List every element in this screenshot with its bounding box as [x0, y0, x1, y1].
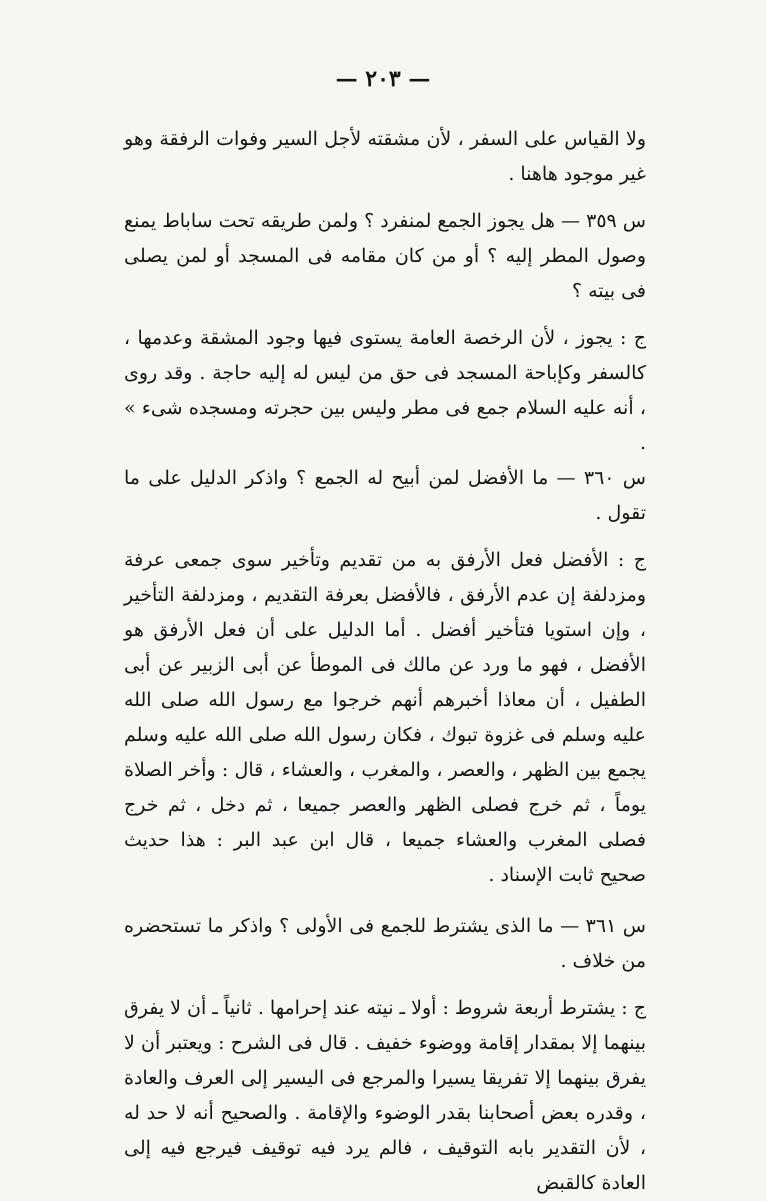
- page-number: — ٢٠٣ —: [335, 66, 431, 92]
- answer-359: ج : يجوز ، لأن الرخصة العامة يستوى فيها وجود المشقة وعدمها ، كالسفر وكإباحة المسجد فى حق من ليس له إليه حاجة . وقد روى ، أنه عليه السلام جمع فى مطر وليس بين حجرته ومسجده شىء » .: [124, 327, 646, 454]
- text-block: [124, 122, 646, 1201]
- question-359: س ٣٥٩ — هل يجوز الجمع لمنفرد ؟ ولمن طريقه تحت ساباط يمنع وصول المطر إليه ؟ أو من كان مقامه فى المسجد أو لمن يصلى فى بيته ؟: [124, 210, 646, 302]
- question-360: س ٣٦٠ — ما الأفضل لمن أبيح له الجمع ؟ واذكر الدليل على ما تقول .: [124, 467, 647, 524]
- question-361: س ٣٦١ — ما الذى يشترط للجمع فى الأولى ؟ واذكر ما تستحضره من خلاف .: [124, 915, 647, 972]
- paragraph-continuation: ولا القياس على السفر ، لأن مشقته لأجل السير وفوات الرفقة وهو غير موجود هاهنا .: [124, 128, 646, 185]
- answer-360: ج : الأفضل فعل الأرفق به من تقديم وتأخير سوى جمعى عرفة ومزدلفة إن عدم الأرفق ، فالأفضل بعرفة التقديم ، ومزدلفة التأخير ، وإن استويا فتأخير أفضل . أما الدليل على أن فعل الأرفق هو الأفضل ، فهو ما ورد عن مالك فى الموطأ عن أبى الزبير عن أبى الطفيل ، أن معاذا أخبرهم أنهم خرجوا مع رسول الله صلى الله عليه وسلم فى غزوة تبوك ، فكان رسول الله صلى الله عليه وسلم يجمع بين الظهر ، والعصر ، والمغرب ، والعشاء ، قال : وأخر الصلاة يوماً ، ثم خرج فصلى الظهر والعصر جميعا ، ثم دخل ، ثم خرج فصلى المغرب والعشاء جميعا ، قال ابن عبد البر : هذا حديث صحيح ثابت الإسناد .: [124, 549, 646, 886]
- answer-361: ج : يشترط أربعة شروط : أولا ـ نيته عند إحرامها . ثانياً ـ أن لا يفرق بينهما إلا بمقدار إقامة ووضوء خفيف . قال فى الشرح : ويعتبر أن لا يفرق بينهما إلا تفريقا يسيرا والمرجع فى اليسير إلى العرف والعادة ، وقدره بعض أصحابنا بقدر الوضوء والإقامة . والصحيح أنه لا حد له ، لأن التقدير بابه التوقيف ، فالم يرد فيه توقيف فيرجع فيه إلى العادة كالقبض: [123, 997, 646, 1194]
